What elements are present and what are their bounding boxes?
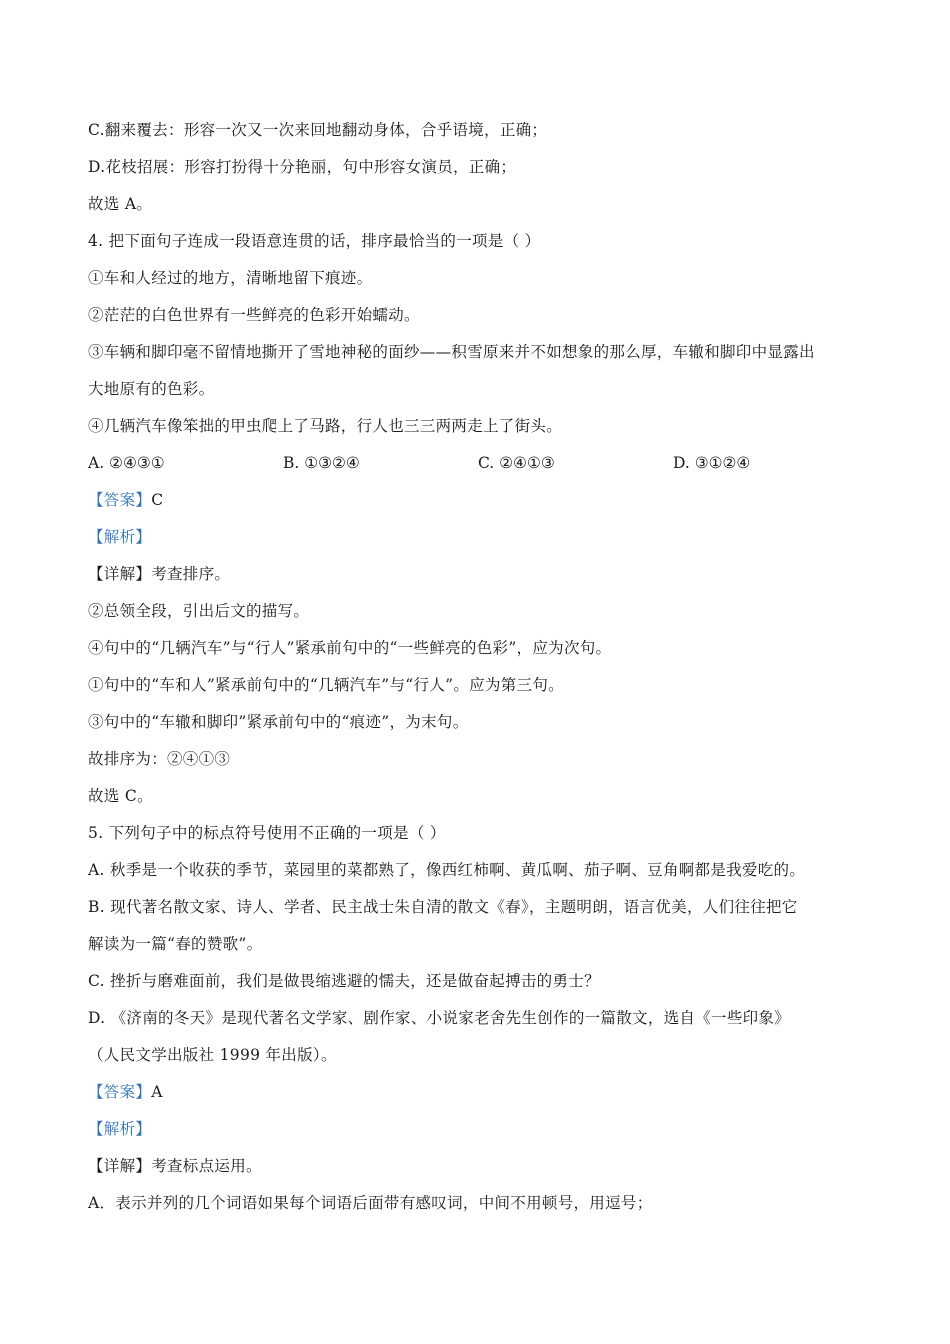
q5-option-c: C. 挫折与磨难面前，我们是做畏缩逃避的懦夫，还是做奋起搏击的勇士？ <box>88 972 600 990</box>
q4-sentence-3-cont: 大地原有的色彩。 <box>88 380 215 398</box>
prev-option-c-explain: C.翻来覆去：形容一次又一次来回地翻动身体，合乎语境，正确； <box>88 121 548 139</box>
q4-detail-3: ①句中的“车和人”紧承前句中的“几辆汽车”与“行人”。应为第三句。 <box>88 676 564 694</box>
q4-detail-1: ②总领全段，引出后文的描写。 <box>88 602 310 620</box>
answer-tag: 【答案】 <box>88 1083 152 1101</box>
q4-sentence-3: ③车辆和脚印毫不留情地撕开了雪地神秘的面纱——积雪原来并不如想象的那么厚，车辙和脚印中显露出 <box>88 343 815 361</box>
q4-option-d: D. ③①②④ <box>673 454 751 472</box>
q4-option-a: A. ②④③① <box>88 454 165 472</box>
q5-detail: 【详解】考查标点运用。 <box>88 1157 262 1175</box>
q4-sentence-2: ②茫茫的白色世界有一些鲜亮的色彩开始蠕动。 <box>88 306 420 324</box>
q4-order: 故排序为：②④①③ <box>88 750 231 768</box>
document-page <box>88 112 868 1222</box>
analysis-tag: 【解析】 <box>88 1120 152 1138</box>
answer-value: C <box>151 491 164 509</box>
q4-detail: 【详解】考查排序。 <box>88 565 231 583</box>
q4-sentence-1: ①车和人经过的地方，清晰地留下痕迹。 <box>88 269 373 287</box>
q4-choose: 故选 C。 <box>88 787 153 805</box>
q5-analysis <box>88 1111 868 1148</box>
q5-option-b: B. 现代著名散文家、诗人、学者、民主战士朱自清的散文《春》，主题明朗，语言优美，人们往往把它 <box>88 898 798 916</box>
q5-option-a: A. 秋季是一个收获的季节，菜园里的菜都熟了，像西红柿啊、黄瓜啊、茄子啊、豆角啊都是我爱吃的。 <box>88 861 806 879</box>
q4-option-b: B. ①③②④ <box>283 454 360 472</box>
q5-option-d: D. 《济南的冬天》是现代著名文学家、剧作家、小说家老舍先生创作的一篇散文，选自《一些印象》 <box>88 1009 791 1027</box>
q4-detail-4: ③句中的“车辙和脚印”紧承前句中的“痕迹”，为末句。 <box>88 713 469 731</box>
q5-option-a-explain: A．表示并列的几个词语如果每个词语后面带有感叹词，中间不用顿号，用逗号； <box>88 1194 653 1212</box>
q5-option-d-cont: （人民文学出版社 1999 年出版）。 <box>88 1046 337 1064</box>
q4-option-c: C. ②④①③ <box>478 454 555 472</box>
q5-stem: 5. 下列句子中的标点符号使用不正确的一项是（ ） <box>88 824 446 842</box>
q4-analysis <box>88 519 868 556</box>
q5-answer <box>88 1074 868 1111</box>
q5-option-b-cont: 解读为一篇“春的赞歌”。 <box>88 935 263 953</box>
q4-stem: 4. 把下面句子连成一段语意连贯的话，排序最恰当的一项是（ ） <box>88 232 541 250</box>
analysis-tag: 【解析】 <box>88 528 152 546</box>
prev-option-d-explain: D.花枝招展：形容打扮得十分艳丽，句中形容女演员，正确； <box>88 158 517 176</box>
q4-sentence-4: ④几辆汽车像笨拙的甲虫爬上了马路，行人也三三两两走上了街头。 <box>88 417 563 435</box>
answer-value: A <box>151 1083 163 1101</box>
answer-tag: 【答案】 <box>88 491 152 509</box>
q4-answer <box>88 482 868 519</box>
prev-choice: 故选 A。 <box>88 195 153 213</box>
q4-options <box>88 445 868 482</box>
q4-detail-2: ④句中的“几辆汽车”与“行人”紧承前句中的“一些鲜亮的色彩”，应为次句。 <box>88 639 612 657</box>
